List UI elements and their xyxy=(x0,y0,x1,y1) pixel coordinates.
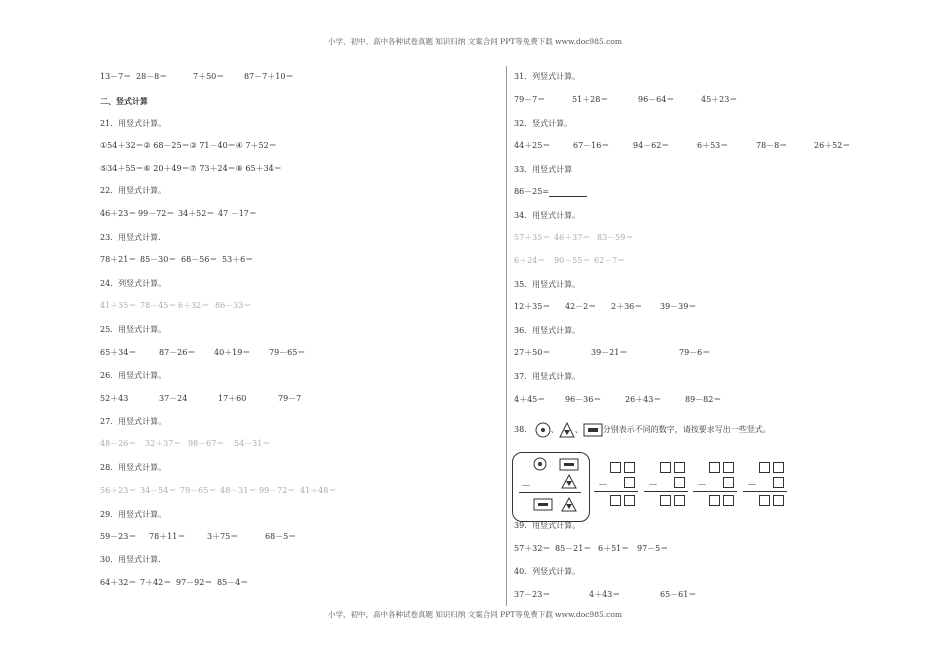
symbol-subtraction-frame xyxy=(512,452,590,522)
answer-box[interactable] xyxy=(709,495,720,506)
page-header: 小学、初中、高中各种试卷真题 知识归纳 文案合同 PPT等免费下载 www.doc985.com xyxy=(328,37,622,46)
problem-row: 4＋45＝ 96－36＝ 26＋43＝ 89－82＝ xyxy=(514,395,722,404)
answer-box[interactable] xyxy=(624,477,635,488)
answer-box[interactable] xyxy=(709,462,720,473)
answer-box[interactable] xyxy=(723,462,734,473)
problem-row: 13－7＝ 28－8＝ 7＋50＝ 87－7＋10＝ xyxy=(100,72,294,81)
circle-dot-symbol xyxy=(535,422,551,438)
problem-row: 44＋25＝ 67－16＝ 94－62＝ 6＋53＝ 78－8＝ 26＋52＝ xyxy=(514,141,851,150)
problem-row: 12＋35＝ 42－2＝ 2＋36＝ 39－39＝ xyxy=(514,302,697,311)
problem-row: ⑤34＋55＝⑥ 20＋49＝⑦ 73＋24＝⑧ 65＋34＝ xyxy=(100,164,282,173)
question-24: 24．列竖式计算。 xyxy=(100,279,167,288)
minus-sign: － xyxy=(648,480,658,491)
problem-row: 52＋43 37－24 17＋60 79－7 xyxy=(100,394,302,403)
question-29: 29．用竖式计算。 xyxy=(100,510,167,519)
page-footer: 小学、初中、高中各种试卷真题 知识归纳 文案合同 PPT等免费下载 www.doc985.com xyxy=(328,610,622,619)
question-37: 37．用竖式计算。 xyxy=(514,372,581,381)
rectangle-symbol xyxy=(583,423,603,437)
answer-box[interactable] xyxy=(660,462,671,473)
problem-row: 27＋50＝ 39－21＝ 79－6＝ xyxy=(514,348,711,357)
question-40: 40．列竖式计算。 xyxy=(514,567,581,576)
question-28: 28．用竖式计算。 xyxy=(100,463,167,472)
triangle-symbol xyxy=(561,474,577,489)
equation-line xyxy=(519,492,581,493)
problem-row: 57＋32＝ 85－21＝ 6＋51＝ 97－5＝ xyxy=(514,544,669,553)
problem-row: ①54＋32＝② 68－25＝③ 71－40＝④ 7＋52＝ xyxy=(100,141,277,150)
question-22: 22．用竖式计算。 xyxy=(100,186,167,195)
answer-box[interactable] xyxy=(624,495,635,506)
answer-box[interactable] xyxy=(759,495,770,506)
question-30: 30．用竖式计算. xyxy=(100,555,161,564)
triangle-symbol xyxy=(561,497,577,512)
rectangle-symbol xyxy=(559,458,579,471)
rectangle-symbol xyxy=(533,498,553,511)
equation-line xyxy=(594,491,638,492)
answer-box[interactable] xyxy=(674,462,685,473)
answer-box[interactable] xyxy=(674,495,685,506)
problem-row: 57＋35＝ 46＋37＝ 83－59＝ xyxy=(514,233,634,242)
problem-row: 46＋23＝ 99－72＝ 34＋52＝ 47 －17＝ xyxy=(100,209,257,218)
question-23: 23．用竖式计算. xyxy=(100,233,161,242)
answer-box[interactable] xyxy=(610,495,621,506)
answer-blank[interactable] xyxy=(549,188,587,197)
problem-row: 59－23＝ 78＋11＝ 3＋75＝ 68－5＝ xyxy=(100,532,297,541)
question-36: 36．用竖式计算。 xyxy=(514,326,581,335)
answer-box[interactable] xyxy=(660,495,671,506)
equation-line xyxy=(743,491,787,492)
question-26: 26．用竖式计算。 xyxy=(100,371,167,380)
question-33: 33．用竖式计算 xyxy=(514,165,573,174)
problem-row: 56＋23＝ 34－54＝ 79－65＝ 48－31＝ 99－72＝ 41＋48＝ xyxy=(100,486,337,495)
question-31: 31．列竖式计算。 xyxy=(514,72,581,81)
problem-row: 48－26＝ 32＋37＝ 98－67＝ 54－31＝ xyxy=(100,439,271,448)
section-title: 二、竖式计算 xyxy=(100,96,148,106)
question-34: 34．用竖式计算。 xyxy=(514,211,581,220)
answer-box[interactable] xyxy=(674,477,685,488)
question-21: 21．用竖式计算。 xyxy=(100,119,167,128)
minus-sign: － xyxy=(521,481,531,492)
problem-row: 6＋24＝ 90－55＝ 62－7＝ xyxy=(514,256,626,265)
answer-box[interactable] xyxy=(723,477,734,488)
problem-row: 41＋35＝ 78－45＝ 6＋32＝ 86－33＝ xyxy=(100,301,252,310)
problem-row: 79－7＝ 51＋28＝ 96－64＝ 45＋23＝ xyxy=(514,95,738,104)
minus-sign: － xyxy=(747,480,757,491)
minus-sign: － xyxy=(598,480,608,491)
minus-sign: － xyxy=(697,480,707,491)
problem-row: 64＋32＝ 7＋42＝ 97－92＝ 85－4＝ xyxy=(100,578,249,587)
answer-box[interactable] xyxy=(759,462,770,473)
question-25: 25．用竖式计算。 xyxy=(100,325,167,334)
answer-box[interactable] xyxy=(624,462,635,473)
question-39: 39．用竖式计算。 xyxy=(514,521,581,530)
answer-box[interactable] xyxy=(773,462,784,473)
answer-box[interactable] xyxy=(773,477,784,488)
triangle-symbol xyxy=(559,422,575,438)
problem-row: 37－23＝ 4＋43＝ 65－61＝ xyxy=(514,590,697,599)
circle-dot-symbol xyxy=(533,457,547,471)
problem-row: 65＋34＝ 87－26＝ 40＋19＝ 79－65＝ xyxy=(100,348,306,357)
question-32: 32．竖式计算。 xyxy=(514,119,573,128)
problem-row: 86－25= xyxy=(514,187,587,197)
column-divider xyxy=(506,66,507,606)
question-38: 38． 、 、 分别表示不同的数字，请按要求写出一些竖式。 xyxy=(514,422,771,438)
problem-row: 78＋21＝ 85－30＝ 68－56＝ 53＋6＝ xyxy=(100,255,254,264)
answer-box[interactable] xyxy=(773,495,784,506)
question-35: 35．用竖式计算。 xyxy=(514,280,581,289)
question-27: 27．用竖式计算。 xyxy=(100,417,167,426)
answer-box[interactable] xyxy=(723,495,734,506)
answer-box[interactable] xyxy=(610,462,621,473)
equation-line xyxy=(644,491,688,492)
equation-line xyxy=(693,491,737,492)
